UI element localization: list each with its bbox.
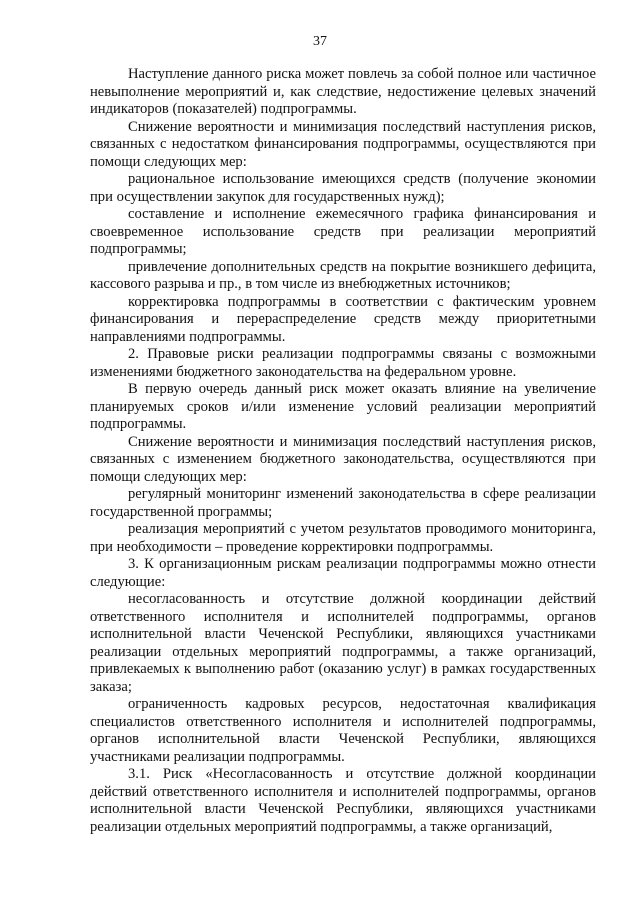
- paragraph-legislation-monitoring: регулярный мониторинг изменений законодательства в сфере реализации государственной программы;: [90, 486, 596, 520]
- paragraph-legal-risks: 2. Правовые риски реализации подпрограммы связаны с возможными изменениями бюджетного законодательства на федеральном уровне.: [90, 346, 596, 380]
- paragraph-additional-funds: привлечение дополнительных средств на покрытие возникшего дефицита, кассового разрыва и пр., в том числе из внебюджетных источников;: [90, 258, 596, 292]
- paragraph-organizational-risks: 3. К организационным рискам реализации подпрограммы можно отнести следующие:: [90, 556, 596, 590]
- paragraph-monitoring-implementation: реализация мероприятий с учетом результатов проводимого мониторинга, при необходимости – проведение корректировки подпрограммы.: [90, 521, 596, 555]
- page-number: 37: [313, 34, 327, 49]
- paragraph-rational-use: рациональное использование имеющихся средств (получение экономии при осуществлении закупок для государственных нужд);: [90, 171, 596, 205]
- paragraph-financial-risk-measures-intro: Снижение вероятности и минимизация последствий наступления рисков, связанных с недостатком финансирования подпрограммы, осуществляются при помощи следующих мер:: [90, 118, 596, 170]
- paragraph-coordination-risk: несогласованность и отсутствие должной координации действий ответственного исполнителя и исполнителей подпрограммы, органов исполнительной власти Чеченской Республики, являющихся участниками реализации отдельных мероприятий подпрограммы, а также организаций, привлекаемых к выполнению работ (оказанию услуг) в рамках государственных заказа;: [90, 591, 596, 695]
- paragraph-legal-risk-impact: В первую очередь данный риск может оказать влияние на увеличение планируемых сроков и/или изменение условий реализации мероприятий подпрограммы.: [90, 381, 596, 432]
- paragraph-legal-risk-measures-intro: Снижение вероятности и минимизация последствий наступления рисков, связанных с изменением бюджетного законодательства, осуществляются при помощи следующих мер:: [90, 433, 596, 485]
- paragraph-monthly-schedule: составление и исполнение ежемесячного графика финансирования и своевременное использование средств при реализации мероприятий подпрограммы;: [90, 206, 596, 257]
- paragraph-program-adjustment: корректировка подпрограммы в соответствии с фактическим уровнем финансирования и перераспределение средств между приоритетными направлениями подпрограммы.: [90, 293, 596, 345]
- paragraph-risk-3-1: 3.1. Риск «Несогласованность и отсутствие должной координации действий ответственного исполнителя и исполнителей подпрограммы, органов исполнительной власти Чеченской Республики, являющихся участниками реализации отдельных мероприятий подпрограммы, а также организаций,: [90, 766, 596, 835]
- paragraph-staff-risk: ограниченность кадровых ресурсов, недостаточная квалификация специалистов ответственного исполнителя и исполнителей подпрограммы, органов исполнительной власти Чеченской Республики, являющихся участниками реализации подпрограммы.: [90, 696, 596, 765]
- document-body: [90, 66, 596, 836]
- paragraph-risk-consequence: Наступление данного риска может повлечь за собой полное или частичное невыполнение мероприятий и, как следствие, недостижение целевых значений индикаторов (показателей) подпрограммы.: [90, 66, 596, 117]
